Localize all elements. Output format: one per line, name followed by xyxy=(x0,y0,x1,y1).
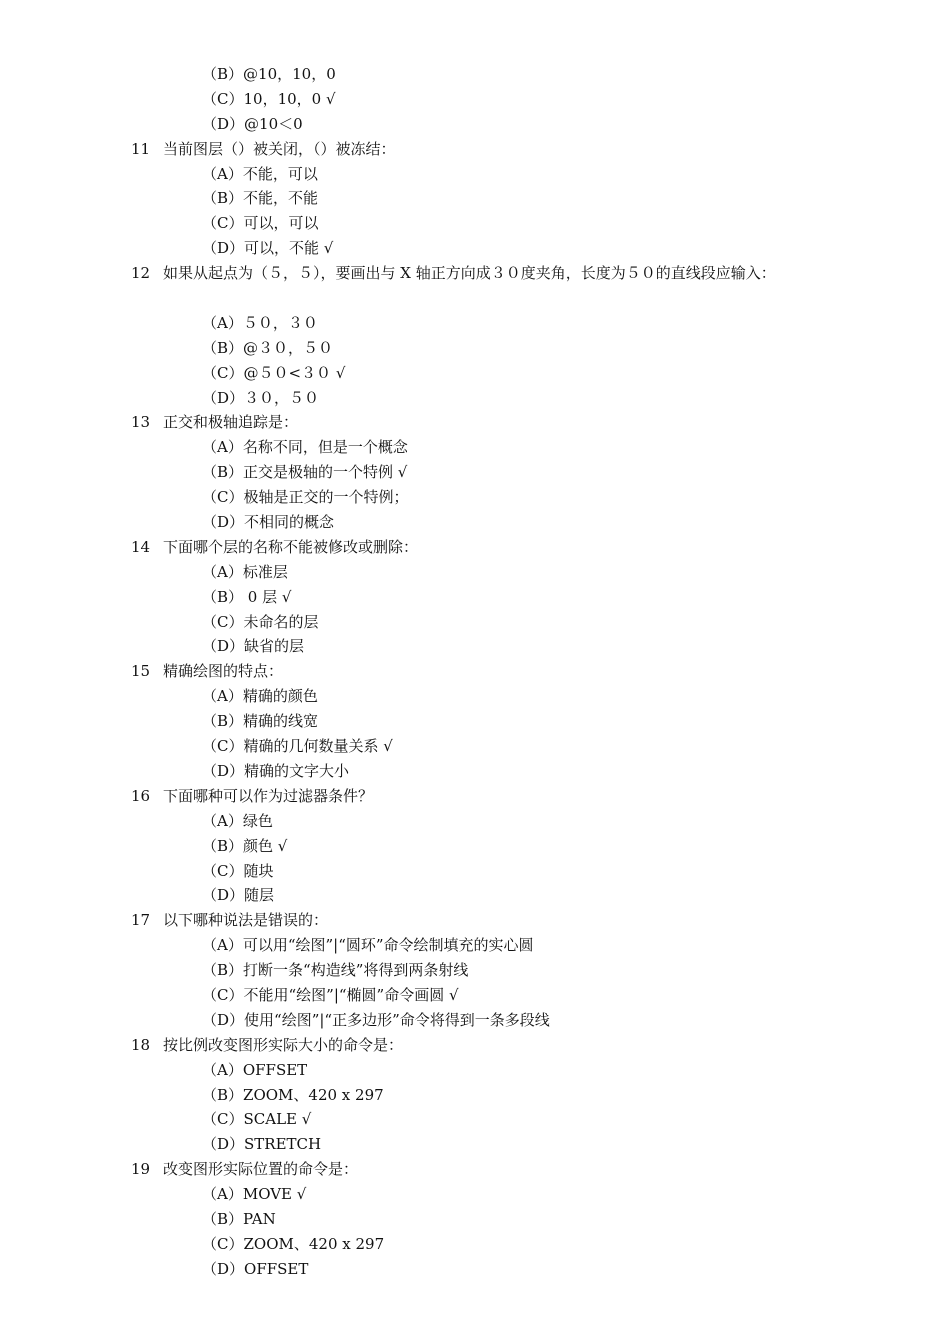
option-text: （B）ZOOM、420 x 297 xyxy=(202,1085,384,1104)
answer-option xyxy=(0,1083,950,1108)
option-text: （D）不相同的概念 xyxy=(202,513,335,532)
document-page xyxy=(0,62,950,1282)
option-text: （B）正交是极轴的一个特例 √ xyxy=(202,463,408,482)
question-stem xyxy=(0,784,950,809)
question-number: 13 xyxy=(131,413,151,432)
option-text: （B）@10，10，0 xyxy=(202,65,336,83)
answer-option xyxy=(0,1132,950,1157)
answer-option xyxy=(0,510,950,535)
option-text: （A）可以用“绘图”|“圆环”命令绘制填充的实心圆 xyxy=(202,936,534,955)
answer-option xyxy=(0,834,950,859)
answer-option xyxy=(0,386,950,411)
option-text: （D）使用“绘图”|“正多边形”命令将得到一条多段线 xyxy=(202,1010,550,1029)
blank-line xyxy=(0,286,950,311)
option-text: （C）SCALE √ xyxy=(202,1110,312,1129)
question-number: 17 xyxy=(131,911,151,930)
option-text: （A）标准层 xyxy=(202,562,288,581)
answer-option xyxy=(0,983,950,1008)
answer-option xyxy=(0,435,950,460)
option-text: （D）可以，不能 √ xyxy=(202,239,334,258)
option-text: （C）10，10，0 √ xyxy=(202,89,336,108)
option-text: （C）不能用“绘图”|“椭圆”命令画圆 √ xyxy=(202,985,459,1004)
question-text: 下面哪种可以作为过滤器条件？ xyxy=(163,786,374,805)
option-text: （D）@10＜0 xyxy=(202,114,303,133)
option-text: （C）未命名的层 xyxy=(202,612,319,631)
answer-option xyxy=(0,62,950,87)
question-number: 15 xyxy=(131,662,151,681)
question-text: 当前图层（）被关闭，（）被冻结： xyxy=(163,139,396,158)
answer-option xyxy=(0,1058,950,1083)
question-stem xyxy=(0,261,950,286)
option-text: （D）随层 xyxy=(202,886,275,905)
answer-option xyxy=(0,162,950,187)
question-stem xyxy=(0,1033,950,1058)
answer-option xyxy=(0,933,950,958)
answer-option xyxy=(0,1182,950,1207)
option-text: （D）精确的文字大小 xyxy=(202,761,350,780)
answer-option xyxy=(0,1207,950,1232)
answer-option xyxy=(0,610,950,635)
option-text: （C）ZOOM、420 x 297 xyxy=(202,1234,385,1253)
answer-option xyxy=(0,311,950,336)
question-text: 如果从起点为（５，５），要画出与 X 轴正方向成３０度夹角，长度为５０的直线段应输入： xyxy=(163,264,776,283)
option-text: （B）@３０，５０ xyxy=(202,338,334,357)
answer-option xyxy=(0,759,950,784)
option-text: （A）不能，可以 xyxy=(202,164,318,183)
answer-option xyxy=(0,560,950,585)
question-stem xyxy=(0,908,950,933)
answer-option xyxy=(0,709,950,734)
question-number: 14 xyxy=(131,537,151,556)
question-text: 以下哪种说法是错误的： xyxy=(163,911,329,930)
option-text: （D）３０，５０ xyxy=(202,388,320,407)
answer-option xyxy=(0,1232,950,1257)
answer-option xyxy=(0,859,950,884)
answer-option xyxy=(0,1008,950,1033)
answer-option xyxy=(0,1257,950,1282)
option-text: （C）随块 xyxy=(202,861,274,880)
question-number: 19 xyxy=(131,1160,151,1179)
option-text: （D）OFFSET xyxy=(202,1259,309,1278)
option-text: （B）颜色 √ xyxy=(202,836,288,855)
answer-option xyxy=(0,734,950,759)
option-text: （C）可以，可以 xyxy=(202,214,319,233)
option-text: （B） 0 层 √ xyxy=(202,587,292,606)
question-text: 改变图形实际位置的命令是： xyxy=(163,1160,359,1179)
answer-option xyxy=(0,87,950,112)
option-text: （A）OFFSET xyxy=(202,1060,308,1079)
option-text: （B）不能，不能 xyxy=(202,189,319,208)
question-number: 11 xyxy=(131,139,151,158)
option-text: （D）STRETCH xyxy=(202,1135,322,1154)
option-text: （A）绿色 xyxy=(202,811,273,830)
answer-option xyxy=(0,336,950,361)
answer-option xyxy=(0,883,950,908)
option-text: （B）打断一条“构造线”将得到两条射线 xyxy=(202,961,469,980)
question-text: 精确绘图的特点： xyxy=(163,662,284,681)
option-text: （C）极轴是正交的一个特例； xyxy=(202,488,409,507)
question-stem xyxy=(0,410,950,435)
question-stem xyxy=(0,535,950,560)
answer-option xyxy=(0,809,950,834)
option-text: （D）缺省的层 xyxy=(202,637,305,656)
question-number: 18 xyxy=(131,1035,151,1054)
question-text: 下面哪个层的名称不能被修改或删除： xyxy=(163,537,419,556)
option-text: （A）５０，３０ xyxy=(202,313,318,332)
answer-option xyxy=(0,460,950,485)
question-number: 16 xyxy=(131,786,151,805)
question-text: 正交和极轴追踪是： xyxy=(163,413,299,432)
option-text: （A）精确的颜色 xyxy=(202,687,318,706)
answer-option xyxy=(0,361,950,386)
answer-option xyxy=(0,634,950,659)
option-text: （B）精确的线宽 xyxy=(202,712,319,731)
answer-option xyxy=(0,112,950,137)
answer-option xyxy=(0,211,950,236)
option-text: （A）MOVE √ xyxy=(202,1185,307,1204)
answer-option xyxy=(0,236,950,261)
answer-option xyxy=(0,186,950,211)
option-text: （A）名称不同，但是一个概念 xyxy=(202,438,408,457)
answer-option xyxy=(0,684,950,709)
question-stem xyxy=(0,659,950,684)
answer-option xyxy=(0,485,950,510)
answer-option xyxy=(0,958,950,983)
question-stem xyxy=(0,137,950,162)
question-stem xyxy=(0,1157,950,1182)
answer-option xyxy=(0,1107,950,1132)
question-text: 按比例改变图形实际大小的命令是： xyxy=(163,1035,404,1054)
option-text: （C）@５０<３０ √ xyxy=(202,363,346,382)
option-text: （B）PAN xyxy=(202,1209,276,1228)
option-text: （C）精确的几何数量关系 √ xyxy=(202,737,393,756)
answer-option xyxy=(0,585,950,610)
question-number: 12 xyxy=(131,264,151,283)
